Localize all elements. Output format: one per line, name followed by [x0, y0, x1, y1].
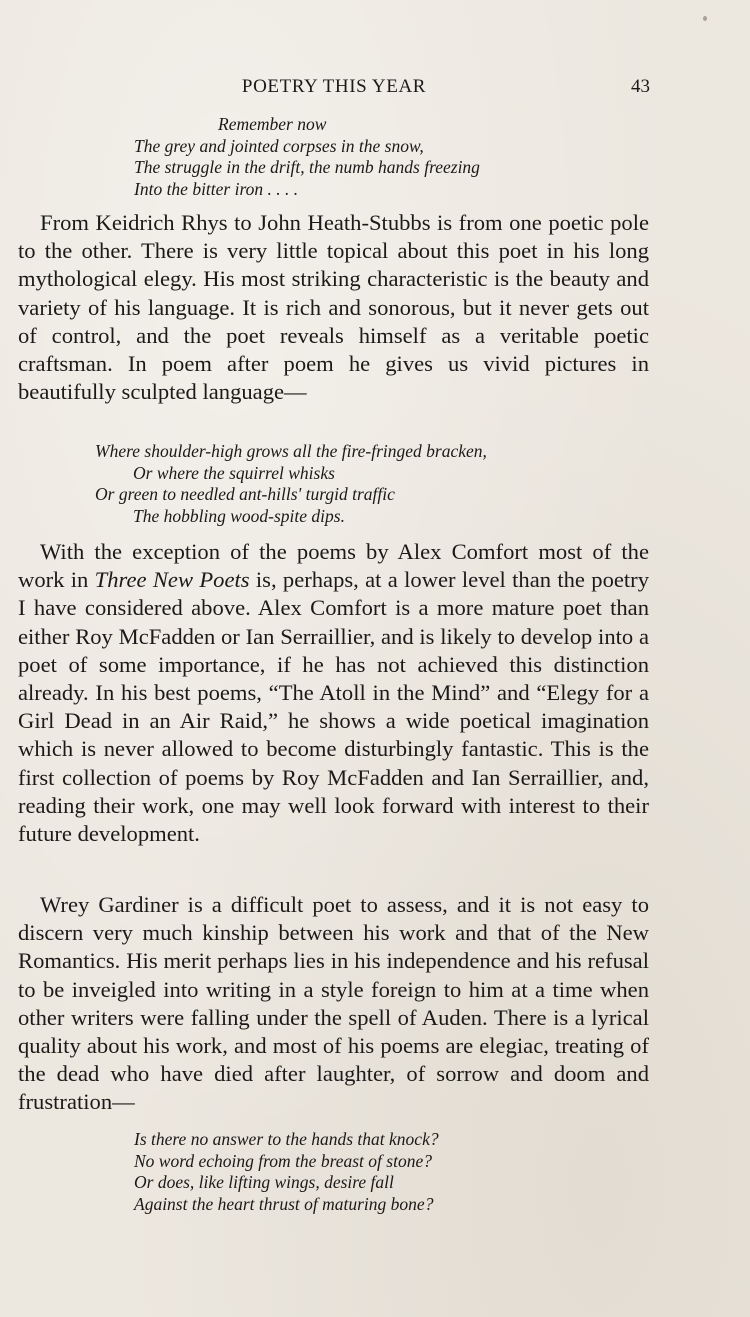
verse-line: The hobbling wood-spite dips.: [133, 505, 345, 526]
page-number: 43: [631, 76, 650, 97]
running-title: POETRY THIS YEAR: [241, 76, 427, 97]
verse-quotation-1: [134, 114, 480, 200]
verse-line: Into the bitter iron . . . .: [134, 178, 299, 199]
verse-line: Is there no answer to the hands that knock?: [134, 1129, 439, 1149]
verse-line: The grey and jointed corpses in the snow,: [134, 135, 424, 156]
verse-line: Or where the squirrel whisks: [133, 462, 335, 483]
verse-quotation-2: [95, 441, 487, 527]
paragraph-wrey-gardiner: Wrey Gardiner is a difficult poet to assess, and it is not easy to discern very much kinship between his work and that of the New Romantics. His merit perhaps lies in his independence and his refusal to be inveigled into writing in a style foreign to him at a time when other writers were falling under the spell of Auden. There is a lyrical quality about his work, and most of his poems are elegiac, treating of the dead who have died after laughter, of sorrow and doom and frustration—: [18, 892, 649, 1115]
book-title: Three New Poets: [94, 567, 250, 593]
running-head: [18, 76, 650, 102]
paragraph-text: is, perhaps, at a lower level than the poetry I have considered above. Alex Comfort is a more mature poet than either Roy McFadden or Ian Serraillier, and is likely to develop into a poet of some importance, if he has not achieved this distinction already. In his best poems, “The Atoll in the Mind” and “Elegy for a Girl Dead in an Air Raid,” he shows a wide poetical imagination which is never allowed to become disturbingly fantastic. This is the first collection of poems by Roy McFadden and Ian Serraillier, and, reading their work, one may well look forward with interest to their future development.: [18, 567, 649, 847]
paragraph-text: With the exception of the poems by Alex Comfort most of the work in: [18, 539, 649, 593]
paragraph-heath-stubbs: From Keidrich Rhys to John Heath-Stubbs is from one poetic pole to the other. There is very little topical about this poet in his long mythological elegy. His most striking characteristic is the beauty and variety of his language. It is rich and sonorous, but it never gets out of control, and the poet reveals himself as a veritable poetic craftsman. In poem after poem he gives us vivid pictures in beautifully sculpted language—: [18, 210, 649, 405]
verse-line: No word echoing from the breast of stone?: [134, 1150, 432, 1171]
verse-line: Where shoulder-high grows all the fire-fringed bracken,: [95, 441, 487, 461]
verse-line: The struggle in the drift, the numb hands freezing: [134, 157, 480, 177]
verse-line: Or does, like lifting wings, desire fall: [134, 1172, 394, 1192]
paragraph-three-new-poets: [18, 538, 649, 848]
verse-line: Or green to needled ant-hills' turgid traffic: [95, 484, 395, 504]
paper-speck: [703, 16, 707, 21]
verse-line: Against the heart thrust of maturing bone?: [134, 1193, 434, 1214]
verse-line: Remember now: [218, 114, 327, 134]
verse-quotation-3: [134, 1129, 439, 1215]
